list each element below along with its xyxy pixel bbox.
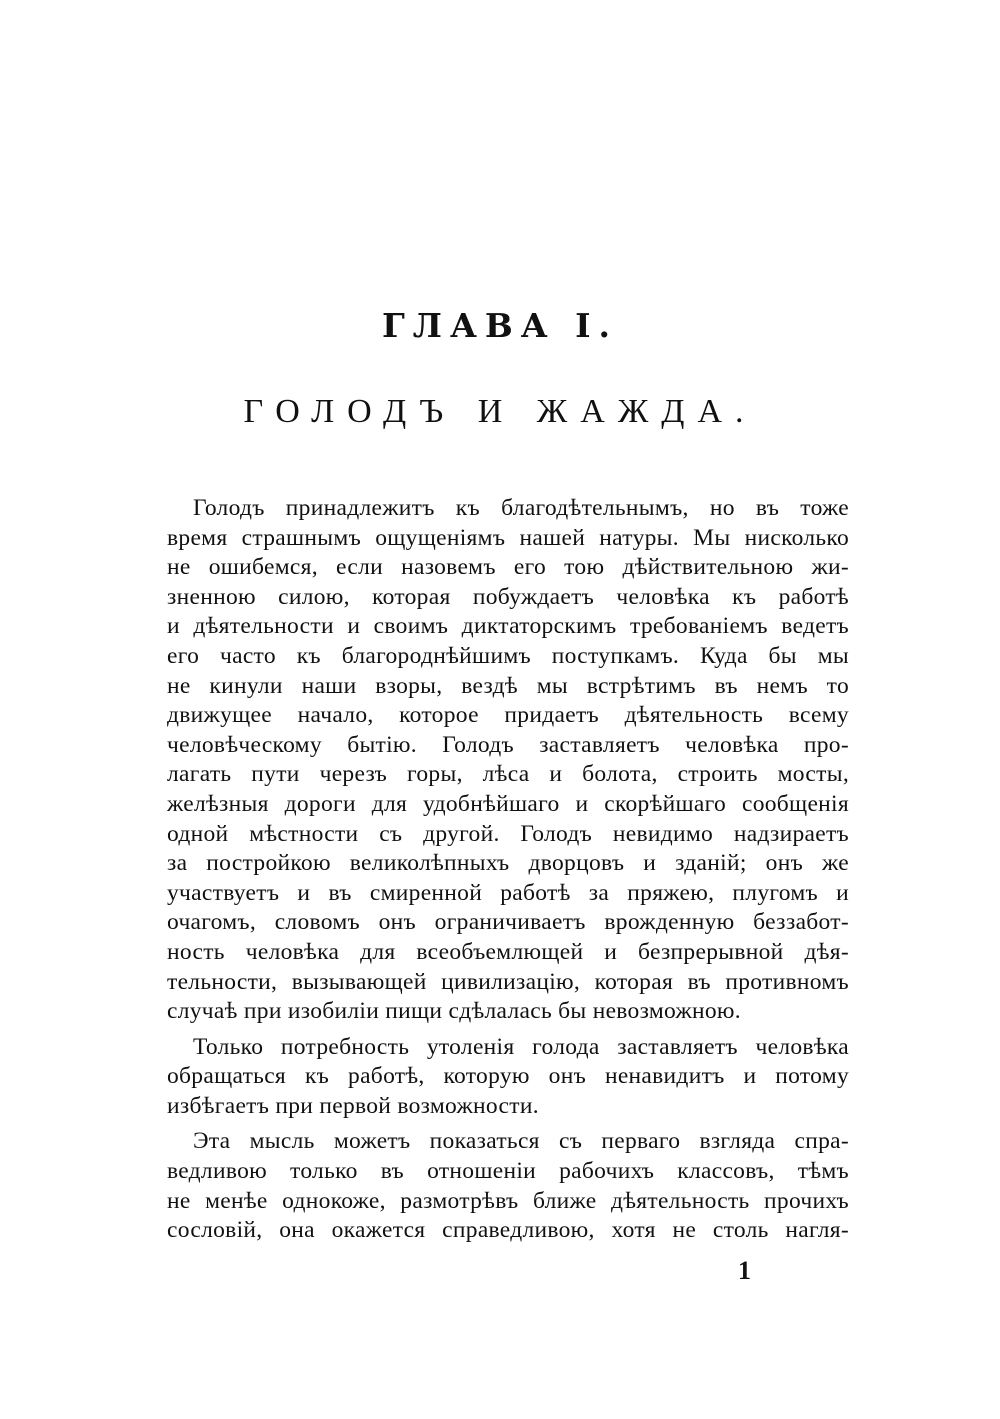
text-line: ведливою только въ отношеніи рабочихъ классовъ, тѣмъ — [167, 1158, 849, 1185]
body-text — [167, 494, 849, 1252]
text-line: ность человѣка для всеобъемлющей и безпрерывной дѣя- — [167, 938, 849, 965]
text-line: не ошибемся, если назовемъ его тою дѣйствительною жи- — [167, 554, 849, 581]
text-line: избѣгаетъ при первой возможности. — [167, 1092, 539, 1119]
text-line: лагать пути черезъ горы, лѣса и болота, строить мосты, — [167, 761, 849, 788]
text-line: время страшнымъ ощущеніямъ нашей натуры. Мы нисколько — [167, 524, 849, 551]
text-line: человѣческому бытію. Голодъ заставляетъ человѣка про- — [167, 731, 849, 758]
signature-mark: 1 — [738, 1256, 751, 1285]
paragraph-3 — [167, 1127, 849, 1245]
text-line: его часто къ благороднѣйшимъ поступкамъ. Куда бы мы — [167, 642, 849, 669]
text-line: тельности, вызывающей цивилизацію, которая въ противномъ — [167, 968, 849, 995]
text-line: обращаться къ работѣ, которую онъ ненавидитъ и потому — [167, 1063, 849, 1090]
text-line: зненною силою, которая побуждаетъ человѣка къ работѣ — [167, 583, 849, 610]
text-line: и дѣятельности и своимъ диктаторскимъ требованіемъ ведетъ — [167, 613, 849, 640]
text-line: сословій, она окажется справедливою, хотя не столь нагля- — [167, 1217, 849, 1244]
chapter-title: ГОЛОДЪ И ЖАЖДА. — [243, 393, 757, 430]
text-line: одной мѣстности съ другой. Голодъ невидимо надзираетъ — [167, 820, 849, 847]
text-line: Эта мысль можетъ показаться съ перваго взгляда спра- — [193, 1128, 849, 1155]
text-line: за постройкою великолѣпныхъ дворцовъ и зданій; онъ же — [167, 850, 849, 877]
text-line: Только потребность утоленія голода заставляетъ человѣка — [193, 1033, 849, 1060]
text-line: желѣзныя дороги для удобнѣйшаго и скорѣйшаго сообщенія — [167, 790, 849, 817]
text-line: не менѣе однокоже, размотрѣвъ ближе дѣятельность прочихъ — [167, 1187, 849, 1214]
text-line: случаѣ при изобиліи пищи сдѣлалась бы невозможною. — [167, 998, 741, 1025]
text-line: движущее начало, которое придаетъ дѣятельность всему — [167, 702, 849, 729]
text-line: Голодъ принадлежитъ къ благодѣтельнымъ, но въ тоже — [193, 495, 849, 521]
text-line: очагомъ, словомъ онъ ограничиваетъ врожденную беззабот- — [167, 909, 849, 936]
text-line: участвуетъ и въ смиренной работѣ за пряжею, плугомъ и — [167, 879, 849, 906]
paragraph-1 — [167, 494, 849, 1027]
chapter-heading: ГЛАВА I. — [381, 306, 619, 345]
paragraph-2 — [167, 1033, 849, 1122]
text-line: не кинули наши взоры, вездѣ мы встрѣтимъ въ немъ то — [167, 672, 849, 699]
